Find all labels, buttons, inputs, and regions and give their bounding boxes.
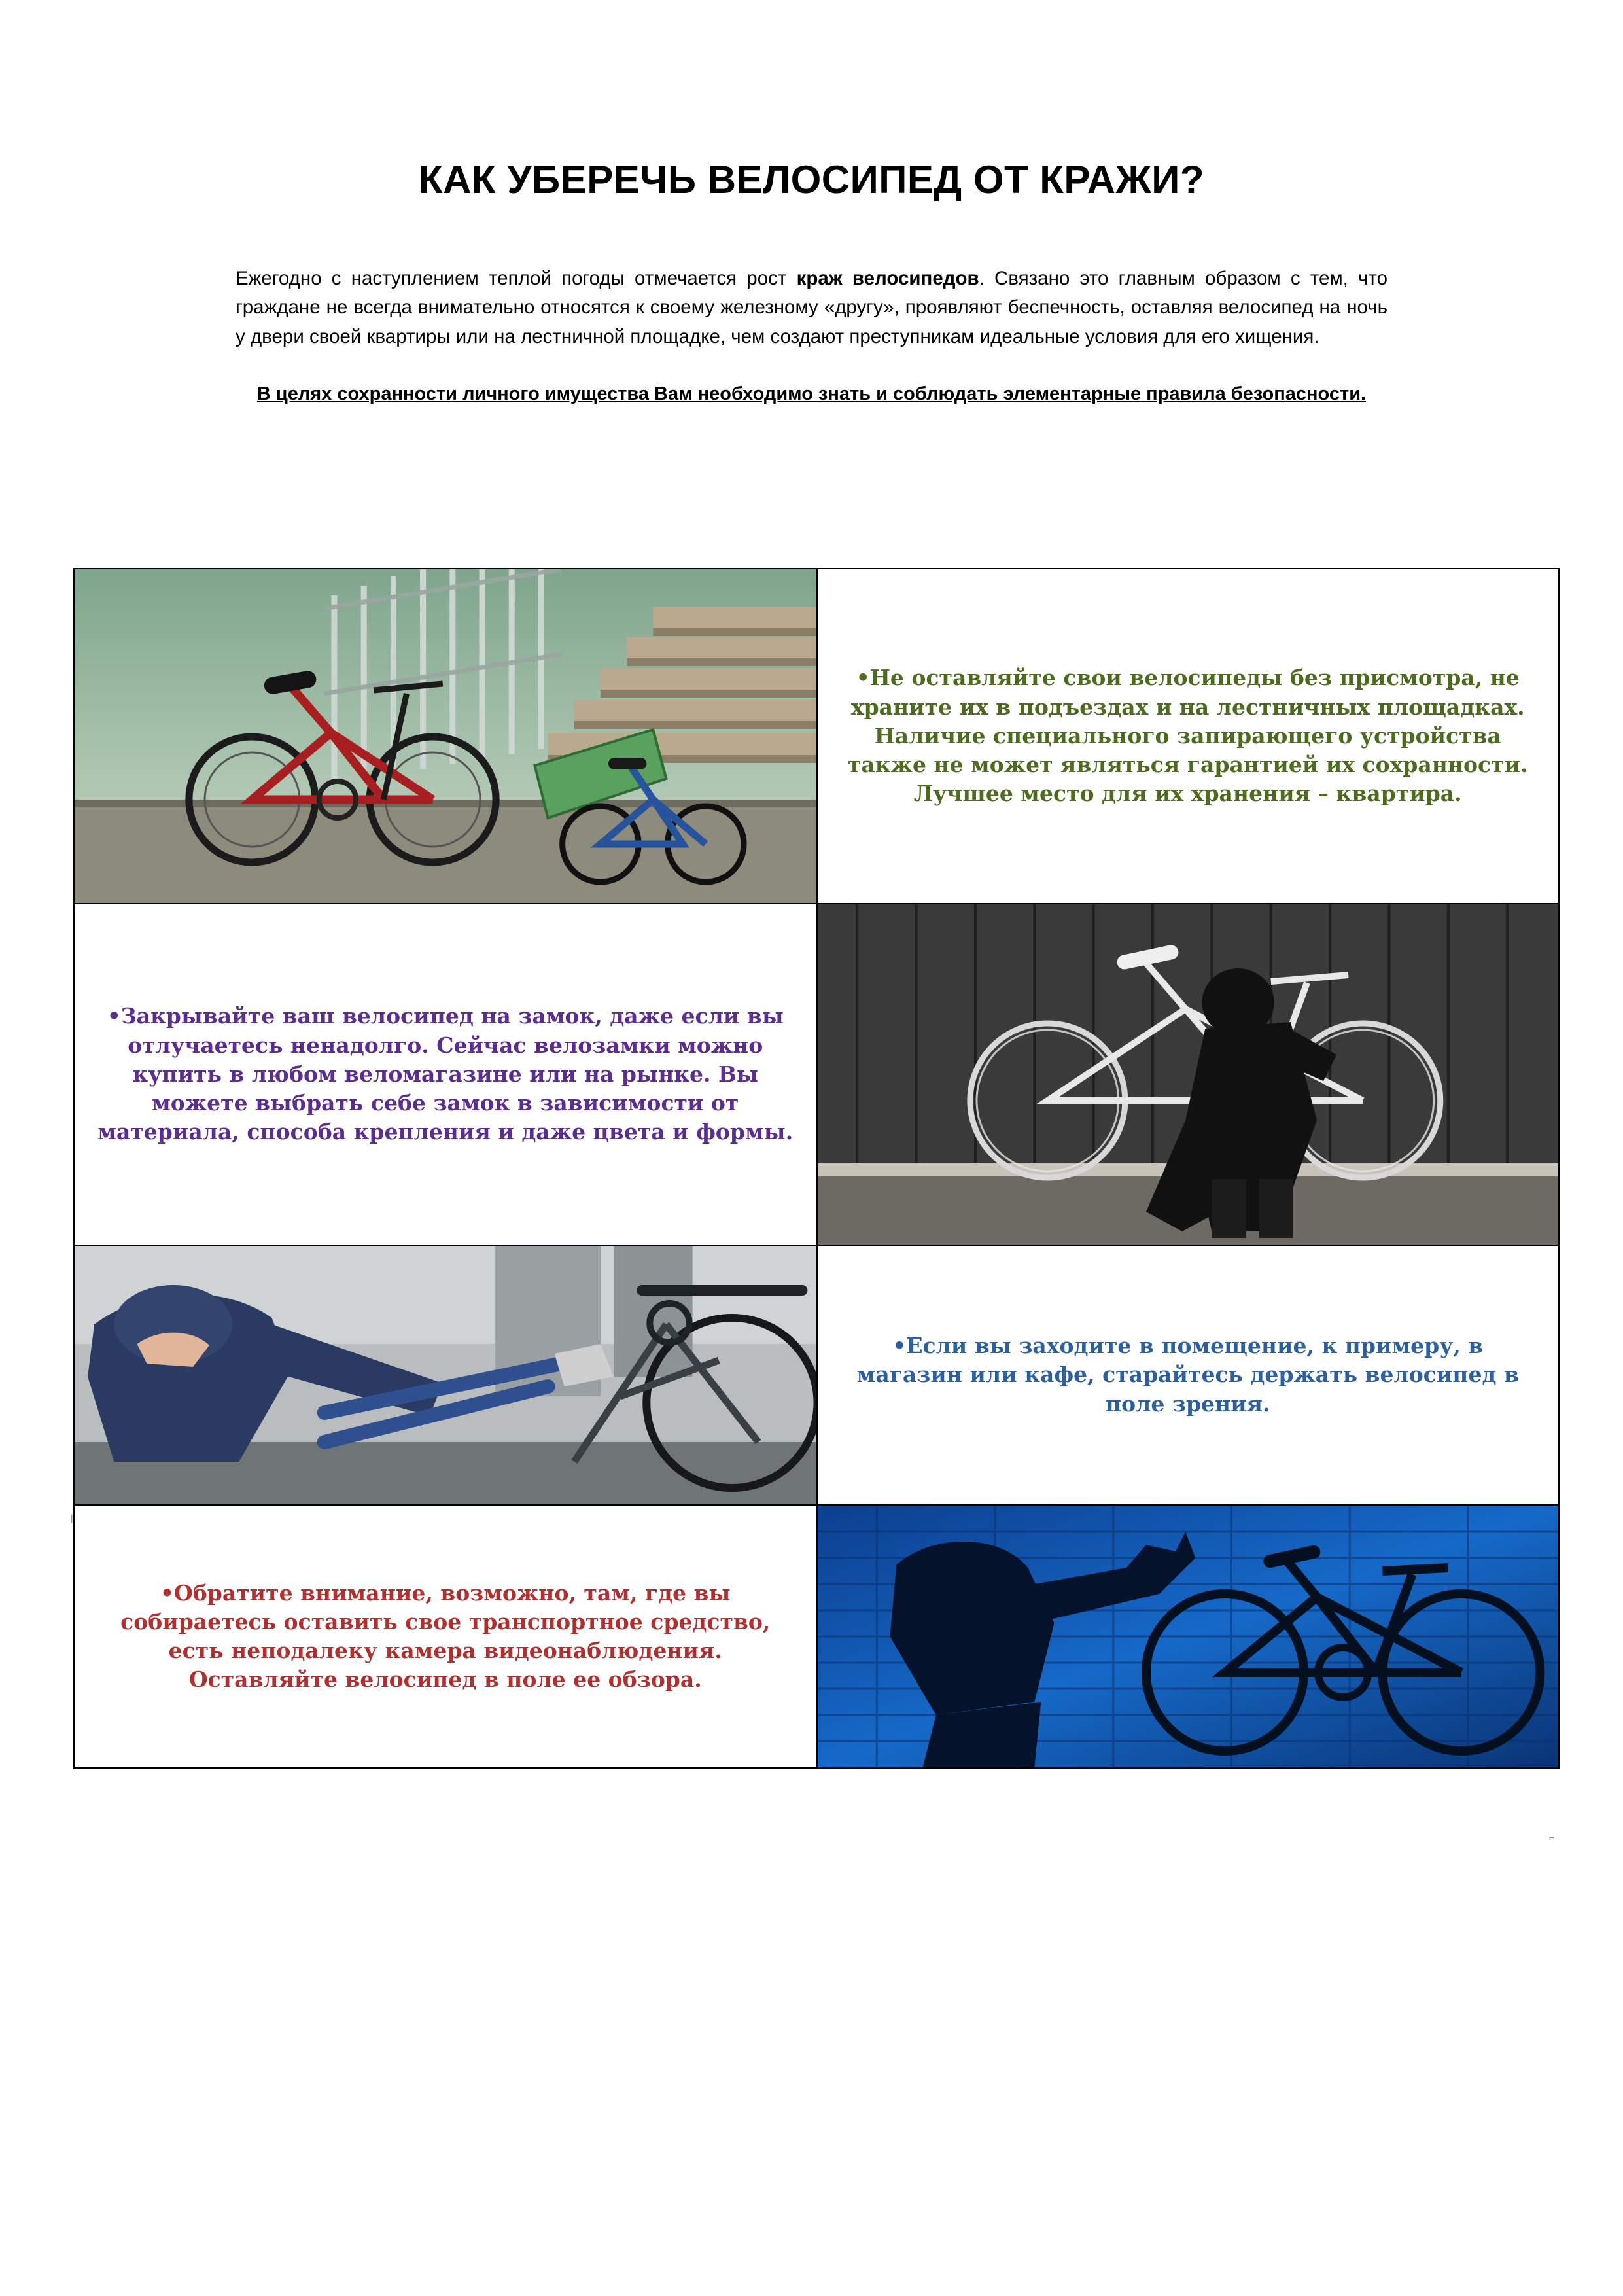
tip-4-text-cell [74, 1505, 817, 1768]
bullet-icon: • [892, 1333, 907, 1359]
stairwell-bikes-photo [75, 569, 816, 903]
tip-1-image-cell [74, 569, 817, 904]
tip-4-caption [75, 1564, 816, 1709]
table-row [74, 1245, 1559, 1505]
page-title: КАК УБЕРЕЧЬ ВЕЛОСИПЕД ОТ КРАЖИ? [418, 158, 1205, 202]
intro-text-part2: . Связано это главным образом с тем, что граждане не всегда внимательно относятся к своему железному «другу», проявляют беспечность, оставляя велосипед на ночь у двери своей квартиры или на лестничной площадке, чем создают преступникам идеальные условия для его хищения. [236, 268, 1387, 347]
intro-paragraph [236, 264, 1387, 351]
tip-2-text-cell [74, 904, 817, 1245]
page-edge-mark-left: | [71, 1513, 73, 1523]
bullet-icon: • [107, 1003, 121, 1029]
tip-4-image-cell [817, 1505, 1559, 1768]
tips-table [73, 568, 1560, 1769]
tip-2-image-cell [817, 904, 1559, 1245]
thief-silhouette-blue-wall-photo [818, 1506, 1558, 1767]
tip-1-text: Не оставляйте свои велосипеды без присмотра, не храните их в подъездах и на лестничных площадках. Наличие специального запирающего устройства также не может являться гарантией их сохранности. Лучшее место для их хранения – квартира. [847, 665, 1528, 807]
table-row [74, 904, 1559, 1245]
bullet-icon: • [856, 665, 870, 691]
intro-text-bold: краж велосипедов [796, 268, 979, 289]
document-content [0, 0, 1623, 408]
table-row [74, 569, 1559, 904]
thief-carrying-bike-photo [818, 904, 1558, 1245]
tip-2-caption [75, 987, 816, 1161]
tip-1-caption [818, 649, 1558, 822]
tip-1-text-cell [817, 569, 1559, 904]
tip-3-caption [818, 1317, 1558, 1433]
tip-3-text: Если вы заходите в помещение, к примеру, в магазин или кафе, старайтесь держать велосипед в поле зрения. [856, 1333, 1519, 1417]
lead-paragraph: В целях сохранности личного имущества Вам необходимо знать и соблюдать элементарные правила безопасности. [256, 383, 1367, 404]
page-edge-mark-right: ⌐ [1549, 1832, 1555, 1843]
lock-cutting-photo [75, 1246, 816, 1504]
tip-3-text-cell [817, 1245, 1559, 1505]
table-row [74, 1505, 1559, 1768]
tip-3-image-cell [74, 1245, 817, 1505]
intro-text-part1: Ежегодно с наступлением теплой погоды отмечается рост [236, 268, 797, 289]
tip-2-text: Закрывайте ваш велосипед на замок, даже если вы отлучаетесь ненадолго. Сейчас велозамки можно купить в любом веломагазине или на рынке. Вы можете выбрать себе замок в зависимости от материала, способа крепления и даже цвета и формы. [97, 1003, 794, 1145]
tip-4-text: Обратите внимание, возможно, там, где вы собираетесь оставить свое транспортное средство, есть неподалеку камера видеонаблюдения. Оставляйте велосипед в поле ее обзора. [120, 1580, 771, 1693]
bullet-icon: • [160, 1580, 175, 1606]
